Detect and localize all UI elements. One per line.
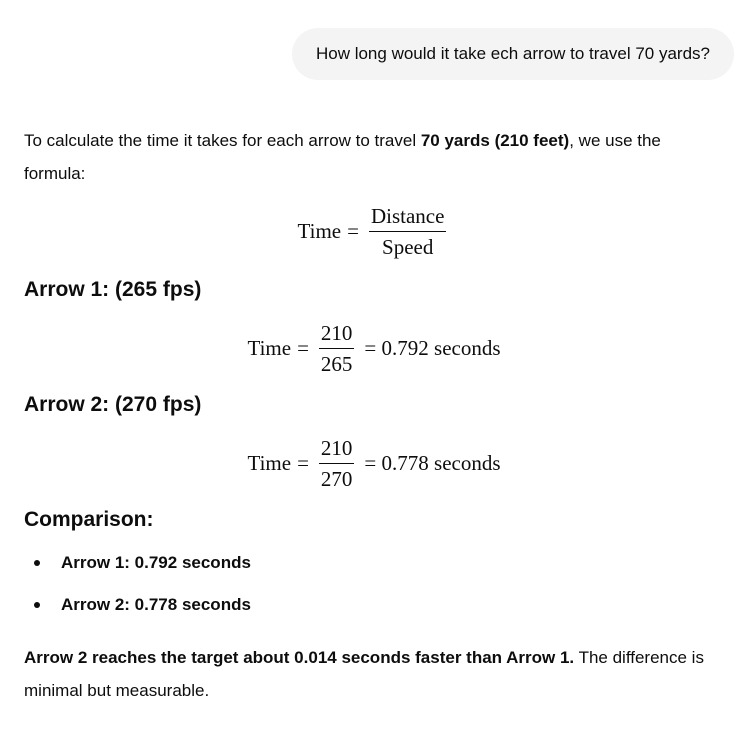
user-message-bubble [292,28,734,80]
arrow1-result: = 0.792 seconds [364,336,501,360]
arrow1-heading: Arrow 1: (265 fps) [24,278,202,301]
equals-sign: = [297,451,309,475]
list-item [24,551,724,575]
formula-numerator: Distance [370,204,445,228]
conclusion-paragraph [24,641,724,707]
formula-equation [24,204,724,259]
list-item [24,593,724,617]
arrow2-numerator: 210 [320,436,353,460]
formula-denominator: Speed [382,235,434,259]
arrow1-numerator: 210 [320,321,353,345]
comparison-item-1: Arrow 1: 0.792 seconds [61,553,251,572]
comparison-heading: Comparison: [24,508,154,531]
formula-lhs: Time [297,219,342,243]
intro-text-after: , we use the formula: [24,131,661,183]
conclusion-text: The difference is minimal but measurable. [24,648,704,700]
arrow2-result: = 0.778 seconds [364,451,501,475]
intro-paragraph [24,124,724,190]
assistant-reply [24,124,724,707]
intro-text-before: To calculate the time it takes for each arrow to travel [24,131,421,150]
equals-sign: = [347,219,359,243]
equals-sign: = [297,336,309,360]
arrow2-heading: Arrow 2: (270 fps) [24,393,202,416]
formula-fraction [369,204,446,259]
arrow1-equation [24,321,724,376]
user-message-text: How long would it take ech arrow to travel 70 yards? [315,44,710,63]
bullet-dot [34,602,40,608]
arrow1-lhs: Time [247,336,292,360]
arrow2-equation [24,436,724,491]
arrow1-fraction [319,321,355,376]
arrow2-denominator: 270 [320,467,353,491]
arrow2-fraction [319,436,355,491]
comparison-item-2: Arrow 2: 0.778 seconds [61,595,251,614]
bullet-dot [34,560,40,566]
comparison-list [24,551,724,617]
intro-bold: 70 yards (210 feet) [420,131,570,150]
arrow2-lhs: Time [247,451,292,475]
arrow1-denominator: 265 [320,352,353,376]
conclusion-bold: Arrow 2 reaches the target about 0.014 seconds faster than Arrow 1. [24,648,575,667]
